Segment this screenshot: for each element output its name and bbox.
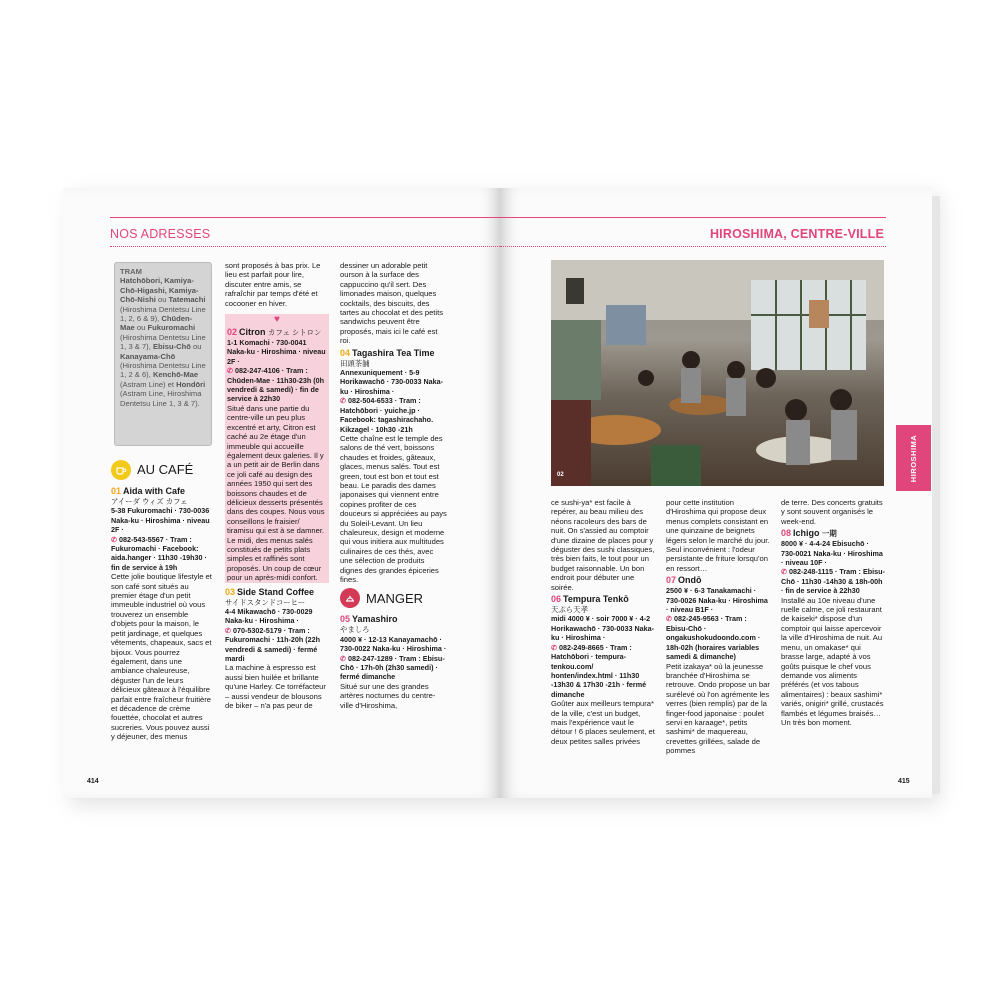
tram-stop: Kenchō-Mae <box>152 370 199 380</box>
entry-name: Yamashiro <box>352 614 398 625</box>
header-rule <box>500 246 886 247</box>
tram-stop: Kanayama-Chō <box>120 351 176 361</box>
entry-title <box>666 575 770 586</box>
phone-text: 082-543-5567 · Tram : Fukuromachi · Facebook: aida.hanger · 11h30 -19h30 · fin de service à 19h <box>111 534 207 572</box>
column-1 <box>111 456 215 742</box>
cafe-photo <box>551 260 884 486</box>
entry-text: pour cette institution d'Hiroshima qui propose deux menus complets consistant en une quinzaine de beignets légers selon le marché du jour. Seul inconvénient : l'odeur persistante de friture lorsqu'on en ressort… <box>666 498 770 573</box>
phone-icon: ✆ <box>227 366 236 376</box>
entry-number: 04 <box>340 347 351 358</box>
entry-text: sont proposés à bas prix. Le lieu est parfait pour lire, discuter entre amis, se rafraîchir par temps d'été et cocooner en hiver. <box>225 261 321 308</box>
phone-icon: ✆ <box>111 534 120 544</box>
entry-text: Situé sur une des grandes artères nocturnes du centre-ville d'Hiroshima, <box>340 681 436 710</box>
entry-jp: 一期 <box>822 529 837 539</box>
tram-text: ou <box>190 342 202 352</box>
entry-number: 02 <box>227 327 238 338</box>
entry-text: Petit izakaya* où la jeunesse branchée d'Hiroshima se retrouve. Ondo propose un bar surélevé où l'on agrémente les verres (bien remplis) par de la finger-food japonaise : poulet servi en karaage*, petits sashimi* de maquereau, crevettes grillées, salade de pommes <box>666 661 770 756</box>
entry-phone <box>111 535 215 573</box>
citron-box <box>225 314 329 583</box>
page-header: NOS ADRESSES <box>110 227 211 241</box>
top-rule <box>500 217 886 218</box>
entry-title <box>111 486 215 497</box>
entry-text: Situé dans une partie du centre-ville un peu plus excentré et arty, Citron est caché au 2e étage d'un immeuble qui accueille également deux galeries. Il y a un petit air de Berlin dans ce joli café au design des années 1950 qui sert des boissons chaudes et de délicieux desserts présentés dans des coupes. Nous vous conseillons le fraisier/ tiramisu qui est à se damner. Le midi, des menus salés constitués de petits plats simples et raffinés sont proposés. Un coup de cœur pour un après-midi confort. <box>227 403 325 583</box>
phone-text: 070-5302-5179 · Tram : Fukuromachi · 11h-20h (22h vendredi & samedi) · fermé mardi <box>225 625 321 664</box>
entry-title <box>551 594 655 605</box>
entry-number: 01 <box>111 486 122 496</box>
phone-text: 082-247-1289 · Tram : Ebisu-Chō · 17h-0h (2h30 samedi) · fermé dimanche <box>340 653 445 682</box>
tram-text: (Hiroshima Dentetsu Line 1, 2, 6 & 9), <box>120 304 206 324</box>
column-2 <box>666 498 770 756</box>
page-number: 415 <box>898 778 910 785</box>
entry-address: Annexuniquement · 5-9 Horikawachō · 730-0033 Naka-ku · Hiroshima · <box>340 368 444 396</box>
section-title: AU CAFÉ <box>137 462 194 478</box>
page-header: HIROSHIMA, CENTRE-VILLE <box>709 227 884 241</box>
page-edge <box>932 196 940 794</box>
entry-name: Tempura Tenkō <box>563 594 629 605</box>
column-3 <box>340 261 448 710</box>
entry-title <box>781 528 885 539</box>
section-cafe <box>111 460 215 480</box>
entry-address: 2500 ¥ · 6-3 Tanakamachi · 730-0026 Naka-ku · Hiroshima · niveau B1F · <box>666 586 768 615</box>
entry-phone <box>666 614 770 661</box>
entry-address: 5-38 Fukuromachi · 730-0036 Naka-ku · Hiroshima · niveau 2F · <box>111 506 210 535</box>
entry-number: 03 <box>225 586 236 597</box>
entry-number: 06 <box>551 594 562 605</box>
tram-text: (Astram Line) et <box>120 379 177 389</box>
photo-label: 02 <box>557 472 564 478</box>
entry-phone <box>225 626 329 664</box>
entry-address: 4000 ¥ · 12-13 Kanayamachō · 730-0022 Naka-ku · Hiroshima · <box>340 634 447 654</box>
entry-address: 8000 ¥ · 4-4-24 Ebisuchō · 730-0021 Naka-ku · Hiroshima · niveau 10F · <box>781 539 883 568</box>
tram-stop: Hondōri <box>176 379 206 389</box>
section-manger <box>340 588 448 608</box>
entry-name: Side Stand Coffee <box>237 586 315 597</box>
tram-stop: Tatemachi <box>168 295 206 305</box>
entry-phone <box>227 366 327 404</box>
entry-name: Citron <box>239 327 266 338</box>
entry-name: Ichigo <box>793 528 820 539</box>
phone-text: 082-249-8665 · Tram : Hatchōbori · tempura-tenkou.com/ honten/index.html · 11h30 -13h30 & 17h30 -21h · fermé dimanche <box>551 642 647 699</box>
left-page <box>63 188 500 798</box>
entry-text: Cette jolie boutique lifestyle et son café sont situés au premier étage d'un petit immeuble industriel où vous trouverez un ensemble d'objets pour la maison, le petit jardinage, et quelques vêtements, chapeaux, sacs et bijoux. Vous pourrez également, dans une ambiance chaleureuse, déguster l'un de leurs délicieux gâteaux à l'équilibre parfait entre fraîcheur fruitière et décadence de crème fouettée, chocolat et autres sucreries. Vous pouvez aussi y déjeuner, des menus <box>111 572 212 742</box>
heart-icon: ♥ <box>274 314 280 326</box>
entry-number: 05 <box>340 614 351 625</box>
tram-text: ou <box>155 295 169 305</box>
entry-name: Tagashira Tea Time <box>352 347 435 358</box>
cloche-icon <box>340 588 360 608</box>
entry-address: midi 4000 ¥ · soir 7000 ¥ · 4-2 Horikawachō · 730-0033 Naka-ku · Hiroshima · <box>551 614 655 643</box>
entry-jp: アイーダ ウィズ カフェ <box>111 497 188 506</box>
entry-title <box>225 587 329 598</box>
entry-jp: サイドスタンドコーヒー <box>225 597 306 607</box>
tram-stop: Chūden-Mae <box>120 314 193 333</box>
phone-icon: ✆ <box>551 642 560 652</box>
entry-address: 4-4 Mikawachō · 730-0029 Naka-ku · Hiroshima · <box>225 607 313 626</box>
header-rule <box>110 246 500 247</box>
phone-text: 082-247-4106 · Tram : Chūden-Mae · 11h30-23h (0h vendredi & samedi) · fin de service à 22h30 <box>227 366 325 404</box>
side-tab-hiroshima <box>896 425 931 491</box>
tram-text: ou <box>134 323 148 333</box>
entry-name: Ondō <box>678 575 702 586</box>
tram-box <box>114 262 212 446</box>
coffee-cup-icon <box>111 460 131 480</box>
phone-icon: ✆ <box>781 567 790 577</box>
entry-title <box>340 614 448 625</box>
entry-text: La machine à espresso est aussi bien huilée et brillante qu'une Harley. Ce torréfacteur – aussi vendeur de blousons de biker – n'a pas peur de <box>225 663 326 711</box>
entry-jp: 田頭茶舗 <box>340 358 370 368</box>
entry-phone <box>340 654 448 682</box>
side-tab-label: HIROSHIMA <box>909 434 919 482</box>
tram-stop: Ebisu-Chō <box>152 342 191 352</box>
entry-phone <box>551 643 655 699</box>
phone-icon: ✆ <box>666 614 675 624</box>
column-3 <box>781 498 885 727</box>
column-1 <box>551 498 655 746</box>
entry-address: 1-1 Komachi · 730-0041 Naka-ku · Hiroshima · niveau 2F · <box>227 338 326 366</box>
tram-stop: Fukuromachi <box>147 323 196 333</box>
tram-text: (Hiroshima Dentetsu Line 1, 2 & 6), <box>120 361 206 380</box>
right-page <box>500 188 932 798</box>
entry-number: 08 <box>781 528 792 539</box>
entry-title <box>340 348 448 359</box>
entry-number: 07 <box>666 575 677 586</box>
entry-jp: カフェ シトロン <box>268 328 322 338</box>
top-rule <box>110 217 500 218</box>
entry-name: Aida with Cafe <box>123 486 186 496</box>
phone-text: 082-245-9563 · Tram : Ebisu-Chō · ongakushokudoondo.com · 18h-02h (horaires variables samedi & dimanche) <box>666 614 761 662</box>
entry-text: de terre. Des concerts gratuits y sont souvent organisés le week-end. <box>781 498 883 526</box>
phone-icon: ✆ <box>340 396 349 406</box>
entry-text: ce sushi-ya* est facile à repérer, au beau milieu des néons racoleurs des bars de nuit. On s'assied au comptoir d'une dizaine de places pour y déguster des sushi classiques, très bien faits, le tout pour un budget raisonnable. Un bon endroit pour débuter une soirée. <box>551 498 655 592</box>
tram-title: TRAM <box>120 267 142 276</box>
phone-icon: ✆ <box>340 653 349 663</box>
entry-title <box>227 327 327 338</box>
column-2 <box>225 261 329 710</box>
phone-text: 082-504-6533 · Tram : Hatchōbori · yuiche.jp · Facebook: tagashirachaho. Kikzagel · 10h30 -21h <box>340 396 434 434</box>
section-title: MANGER <box>366 590 424 606</box>
tram-text: (Hiroshima Dentetsu Line 1, 3 & 7), <box>120 332 206 352</box>
tram-stop: Hatchōbori, Kamiya-Chō-Higashi, Kamiya-Chō-Nishi <box>120 276 199 305</box>
phone-icon: ✆ <box>225 625 234 635</box>
entry-text: dessiner un adorable petit ourson à la surface des cappuccino qu'il sert. Des limonades maison, quelques cocktails, des biscuits, des tartes au chocolat et des petits sandwichs peuvent être proposés, mais ici le café est roi. <box>340 261 443 346</box>
entry-jp: 天ぷら天孝 <box>551 605 588 615</box>
phone-text: 082-248-1115 · Tram : Ebisu-Chō · 11h30 -14h30 & 18h-00h · fin de service à 22h30 <box>781 567 885 596</box>
entry-text: Goûter aux meilleurs tempura* de la ville, c'est un budget, mais l'expérience vaut le détour ! 6 places seulement, et deux petites salles privées <box>551 699 655 746</box>
entry-jp: やましろ <box>340 625 370 635</box>
page-number: 414 <box>87 778 99 785</box>
tram-text: (Astram Line, Hiroshima Dentetsu Line 1, 3 & 7). <box>120 389 202 408</box>
entry-phone <box>781 567 885 595</box>
entry-text: Installé au 10e niveau d'une ruelle calme, ce joli restaurant de kaiseki* dispose d'un comptoir qui laisse apercevoir la ville d'Hiroshima de nuit. Au menu, un omakase* qui brasse large, adapté à vos goûts puisque le chef vous demande vos aliments préférés (et vos tabous alimentaires) : beaux sashimi* variés, onigiri* grillé, crustacés flambés et légumes braisés… Un très bon moment. <box>781 595 884 727</box>
entry-text: Cette chaîne est le temple des salons de thé vert, boissons chaudes et froides, gâteaux, glaces, menus salés. Tout est green, tout est bon et tout est beau. Le paradis des dames japonaises qui viennent entre copines profiter de ces douceurs si appréciées au pays du Soleil-Levant. Un lieu chaleureux, design et moderne qui vous initiera aux multitudes culinaires de ces thés, avec une sélection de produits dignes des grandes épiceries fines. <box>340 433 447 584</box>
entry-phone <box>340 396 448 434</box>
cafe-photo-illustration <box>551 260 884 486</box>
